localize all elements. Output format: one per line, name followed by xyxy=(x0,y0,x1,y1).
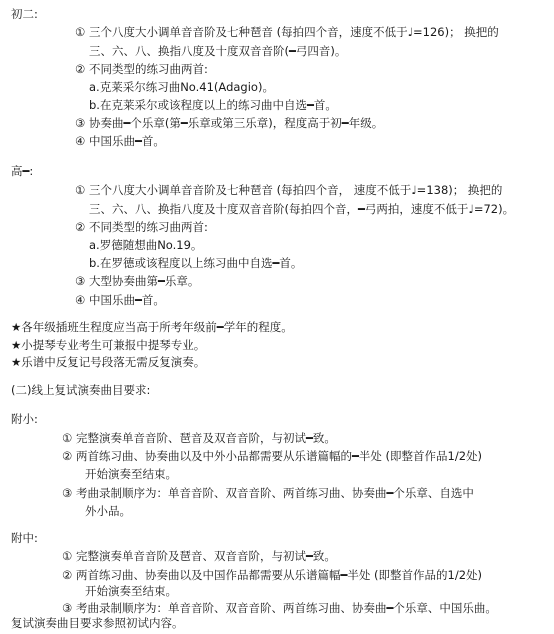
fuxiao-item-2: ② 两首练习曲、协奏曲以及中外小品都需要从乐谱篇幅的━半处 (即整首作品1/2处) xyxy=(62,448,483,463)
fuxiao-heading: 附小: xyxy=(11,412,38,427)
fuxiao-item-2-cont: 开始演奏至结束。 xyxy=(85,467,177,482)
gaoyi-item-1: ① 三个八度大小调单音音阶及七种琶音 (每拍四个音， 速度不低于♩=138)； 换把的 xyxy=(75,182,503,197)
section-title: (二)线上复试演奏曲目要求: xyxy=(11,383,151,398)
chuer-item-2: ② 不同类型的练习曲两首: xyxy=(75,61,208,76)
chuer-item-3: ③ 协奏曲━个乐章(第━乐章或第三乐章)，程度高于初━年级。 xyxy=(75,115,384,130)
fuzhong-item-2-cont: 开始演奏至结束。 xyxy=(85,584,177,599)
chuer-item-2a: a.克莱采尔练习曲No.41(Adagio)。 xyxy=(89,80,274,95)
fuzhong-item-3: ③ 考曲录制顺序为：单音音阶、双音音阶、两首练习曲、协奏曲━个乐章、中国乐曲。 xyxy=(62,600,497,615)
footer-note: 复试演奏曲目要求参照初试内容。 xyxy=(11,616,184,630)
chuer-item-2b: b.在克莱采尔或该程度以上的练习曲中自选━首。 xyxy=(89,97,337,112)
fuxiao-item-3-cont: 外小品。 xyxy=(85,504,131,518)
gaoyi-heading: 高━: xyxy=(11,164,34,179)
fuzhong-heading: 附中: xyxy=(11,531,38,546)
gaoyi-item-2: ② 不同类型的练习曲两首: xyxy=(75,220,208,235)
gaoyi-item-2a: a.罗德随想曲No.19。 xyxy=(89,237,203,252)
chuer-item-1: ① 三个八度大小调单音音阶及七种琶音 (每拍四个音，速度不低于♩=126)； 换把的 xyxy=(75,25,499,40)
note-3: ★乐谱中反复记号段落无需反复演奏。 xyxy=(11,355,206,370)
fuzhong-item-2: ② 两首练习曲、协奏曲以及中国作品都需要从乐谱篇幅━半处 (即整首作品的1/2处) xyxy=(62,567,483,582)
gaoyi-item-4: ④ 中国乐曲━首。 xyxy=(75,292,165,307)
fuzhong-item-1: ① 完整演奏单音音阶及琶音、双音音阶，与初试━致。 xyxy=(62,549,336,564)
gaoyi-item-2b: b.在罗德或该程度以上练习曲中自选━首。 xyxy=(89,255,303,270)
gaoyi-item-1-cont: 三、六、八、换指八度及十度双音音阶(每拍四个音，━弓两拍，速度不低于♩=72)。 xyxy=(89,201,515,216)
chuer-item-4: ④ 中国乐曲━首。 xyxy=(75,134,165,149)
fuxiao-item-3: ③ 考曲录制顺序为：单音音阶、双音音阶、两首练习曲、协奏曲━个乐章、自选中 xyxy=(62,485,474,500)
chuer-item-1-cont: 三、六、八、换指八度及十度双音音阶(━弓四音)。 xyxy=(89,43,347,58)
note-1: ★各年级插班生程度应当高于所考年级前━学年的程度。 xyxy=(11,319,293,334)
chuer-heading: 初二: xyxy=(11,6,38,21)
gaoyi-item-3: ③ 大型协奏曲第━乐章。 xyxy=(75,274,200,289)
note-2: ★小提琴专业考生可兼报中提琴专业。 xyxy=(11,337,206,352)
fuxiao-item-1: ① 完整演奏单音音阶、琶音及双音音阶，与初试━致。 xyxy=(62,430,336,445)
